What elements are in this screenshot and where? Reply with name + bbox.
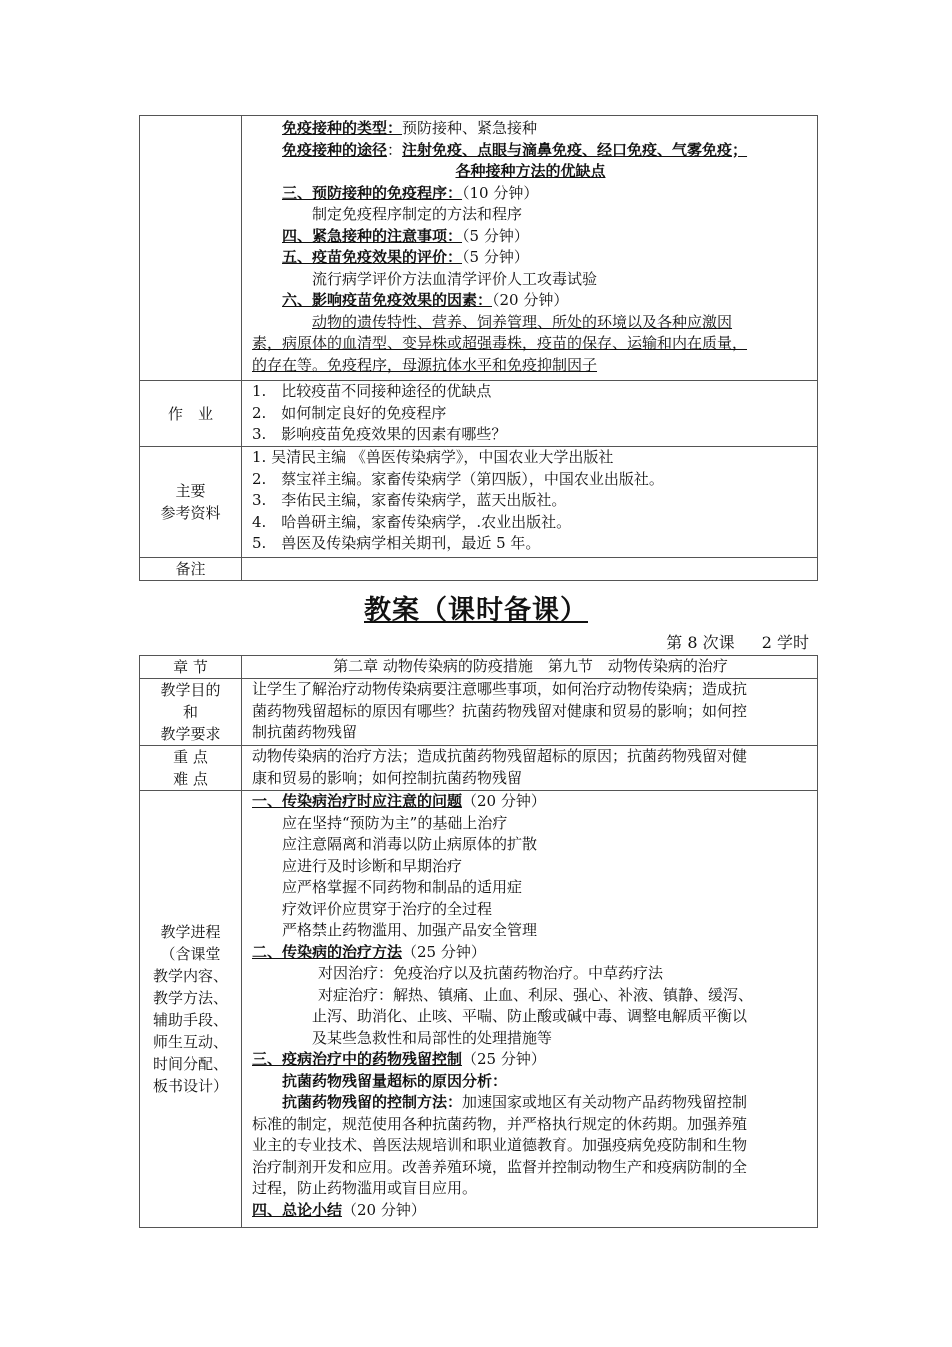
text-line — [252, 1071, 809, 1093]
text-span: 对因治疗：免疫治疗以及抗菌药物治疗。中草药疗法 — [318, 964, 664, 982]
text-line — [252, 899, 809, 921]
text-line — [252, 333, 809, 355]
text-span: 标准的制定，规范使用各种抗菌药物，并严格执行规定的休药期。加强养殖 — [252, 1114, 748, 1133]
reference-item: 5. 兽医及传染病学相关期刊，最近 5 年。 — [252, 534, 541, 552]
key-line: 康和贸易的影响；如何控制抗菌药物残留 — [252, 768, 523, 787]
goals-label-line: 和 — [182, 703, 198, 721]
page-title: 教案（课时备课） — [364, 595, 588, 626]
lesson-table-continued — [139, 115, 818, 581]
process-label-line: 辅助手段、 — [152, 1011, 228, 1029]
text-span: 过程，防止药物滥用或盲目应用。 — [252, 1179, 478, 1197]
key-points-cell — [242, 746, 818, 791]
text-span: （20 分钟） — [462, 792, 546, 810]
empty-label-cell — [140, 116, 242, 381]
text-line — [252, 1114, 809, 1136]
text-span: 止泻、助消化、止咳、平喘、防止酸或碱中毒、调整电解质平衡以 — [312, 1007, 748, 1025]
text-line — [252, 226, 809, 248]
text-span: 各种接种方法的优缺点 — [455, 162, 606, 180]
text-line — [252, 834, 809, 856]
process-lines — [252, 791, 809, 1221]
text-span: 疗效评价应贯穿于治疗的全过程 — [282, 899, 493, 918]
text-span: 二、传染病的治疗方法 — [252, 942, 403, 961]
text-span: 预防接种、紧急接种 — [402, 119, 538, 137]
reference-item: 4. 哈兽研主编，家畜传染病学，.农业出版社。 — [252, 512, 572, 531]
text-span: （25 分钟） — [402, 942, 486, 961]
text-span: 业主的专业技术、兽医法规培训和职业道德教育。加强疫病免疫防制和生物 — [252, 1136, 748, 1154]
text-span: （20 分钟） — [492, 291, 569, 309]
process-label-line: 时间分配、 — [152, 1055, 228, 1073]
text-line — [252, 1157, 809, 1179]
text-span: 对症治疗：解热、镇痛、止血、利尿、强心、补液、镇静、缓泻、 — [318, 985, 754, 1004]
text-line — [252, 1006, 809, 1028]
text-span: （20 分钟） — [342, 1200, 426, 1219]
text-span: 三、疫病治疗中的药物残留控制 — [252, 1050, 463, 1068]
text-span: 注射免疫、点眼与滴鼻免疫、经口免疫、气雾免疫； — [402, 140, 748, 159]
text-span: 素，病原体的血清型、变异株或超强毒株，疫苗的保存、运输和内在质量， — [252, 334, 748, 352]
text-line — [252, 140, 809, 162]
goals-label-line: 教学要求 — [160, 725, 221, 743]
text-span: 一、传染病治疗时应注意的问题 — [252, 792, 463, 810]
text-line — [252, 204, 809, 226]
text-span: 应进行及时诊断和早期治疗 — [282, 856, 463, 875]
notes-label: 备注 — [140, 558, 242, 581]
text-line — [252, 355, 809, 377]
process-cell — [242, 791, 818, 1228]
text-span: 流行病学评价方法血清学评价人工攻毒试验 — [312, 269, 598, 288]
process-label-line: 教学方法、 — [152, 989, 228, 1007]
notes-value — [242, 558, 818, 581]
goals-cell — [242, 679, 818, 746]
text-line — [252, 290, 809, 312]
text-line — [252, 920, 809, 942]
text-span: 抗菌药物残留量超标的原因分析： — [282, 1071, 508, 1090]
text-line — [252, 1092, 809, 1114]
homework-item: 2. 如何制定良好的免疫程序 — [252, 403, 447, 422]
reference-item: 2. 蔡宝祥主编。家畜传染病学（第四版），中国农业出版社。 — [252, 469, 664, 488]
homework-cell — [242, 381, 818, 447]
text-line — [252, 312, 809, 334]
references-label — [140, 447, 242, 558]
text-line — [252, 247, 809, 269]
references-cell — [242, 447, 818, 558]
text-span: ： — [387, 140, 403, 159]
chapter-value: 第二章 动物传染病的防疫措施 第九节 动物传染病的治疗 — [242, 656, 818, 679]
text-span: 四、紧急接种的注意事项： — [282, 226, 463, 245]
process-label-line: 教学内容、 — [152, 967, 228, 985]
chapter-label: 章 节 — [140, 656, 242, 679]
text-span: 四、总论小结 — [252, 1200, 343, 1219]
text-span: 免疫接种的途径 — [282, 140, 388, 159]
text-span: 抗菌药物残留的控制方法： — [282, 1093, 463, 1111]
text-span: 的存在等。免疫程序，母源抗体水平和免疫抑制因子 — [252, 355, 598, 374]
text-line — [252, 1178, 809, 1200]
content-lines — [252, 118, 809, 376]
key-points-label — [140, 746, 242, 791]
text-line — [252, 813, 809, 835]
homework-item: 1. 比较疫苗不同接种途径的优缺点 — [252, 382, 492, 400]
text-span: 三、预防接种的免疫程序： — [282, 183, 463, 202]
homework-label: 作 业 — [140, 381, 242, 447]
text-line — [252, 1049, 809, 1071]
text-line — [252, 1028, 809, 1050]
homework-item: 3. 影响疫苗免疫效果的因素有哪些？ — [252, 425, 507, 443]
reference-item: 1. 吴清民主编 《兽医传染病学》，中国农业大学出版社 — [252, 448, 614, 466]
text-span: 应严格掌握不同药物和制品的适用症 — [282, 878, 523, 896]
goals-line: 制抗菌药物残留 — [252, 723, 358, 741]
text-line — [252, 1200, 809, 1222]
goals-line: 让学生了解治疗动物传染病要注意哪些事项，如何治疗动物传染病；造成抗 — [252, 680, 748, 698]
text-line — [252, 161, 809, 183]
text-line — [252, 118, 809, 140]
text-line — [252, 1135, 809, 1157]
text-line — [252, 791, 809, 813]
text-span: 应在坚持“预防为主”的基础上治疗 — [282, 813, 508, 832]
process-label-line: 师生互动、 — [152, 1033, 228, 1051]
text-span: 五、疫苗免疫效果的评价： — [282, 248, 463, 266]
text-line — [252, 942, 809, 964]
goals-line: 菌药物残留超标的原因有哪些？抗菌药物残留对健康和贸易的影响；如何控 — [252, 701, 748, 720]
text-span: 制定免疫程序制定的方法和程序 — [312, 205, 523, 223]
text-span: 动物的遗传特性、营养、饲养管理、所处的环境以及各种应激因 — [312, 312, 733, 331]
lesson-meta — [660, 630, 809, 653]
goals-label-line: 教学目的 — [160, 681, 221, 699]
text-line — [252, 183, 809, 205]
key-line: 动物传染病的治疗方法；造成抗菌药物残留超标的原因；抗菌药物残留对健 — [252, 747, 748, 765]
text-span: 应注意隔离和消毒以防止病原体的扩散 — [282, 835, 538, 853]
process-label — [140, 791, 242, 1228]
text-span: 严格禁止药物滥用、加强产品安全管理 — [282, 921, 538, 939]
lesson-hours: 2 学时 — [761, 633, 809, 652]
text-line — [252, 985, 809, 1007]
lesson-number: 第 8 次课 — [666, 633, 735, 652]
reference-item: 3. 李佑民主编，家畜传染病学，蓝天出版社。 — [252, 491, 567, 509]
text-span: 加速国家或地区有关动物产品药物残留控制 — [462, 1093, 748, 1111]
text-line — [252, 963, 809, 985]
text-span: 及某些急救性和局部性的处理措施等 — [312, 1028, 553, 1047]
text-span: （25 分钟） — [462, 1050, 546, 1068]
text-line — [252, 877, 809, 899]
text-line — [252, 856, 809, 878]
text-span: （10 分钟） — [462, 183, 539, 202]
text-span: 六、影响疫苗免疫效果的因素： — [282, 291, 493, 309]
content-cell — [242, 116, 818, 381]
key-label-line: 重 点 — [173, 748, 208, 766]
goals-label — [140, 679, 242, 746]
text-span: 免疫接种的类型： — [282, 119, 403, 137]
lesson-table — [139, 655, 818, 1228]
process-label-line: 板书设计） — [152, 1077, 228, 1095]
key-label-line: 难 点 — [173, 770, 208, 788]
references-label-line: 参考资料 — [160, 504, 221, 522]
references-label-line: 主要 — [175, 482, 206, 500]
process-label-line: 教学进程 — [160, 923, 221, 941]
text-span: （5 分钟） — [462, 226, 529, 245]
process-label-line: （含课堂 — [160, 945, 221, 963]
text-line — [252, 269, 809, 291]
text-span: （5 分钟） — [462, 248, 529, 266]
text-span: 治疗制剂开发和应用。改善养殖环境，监督并控制动物生产和疫病防制的全 — [252, 1157, 748, 1176]
